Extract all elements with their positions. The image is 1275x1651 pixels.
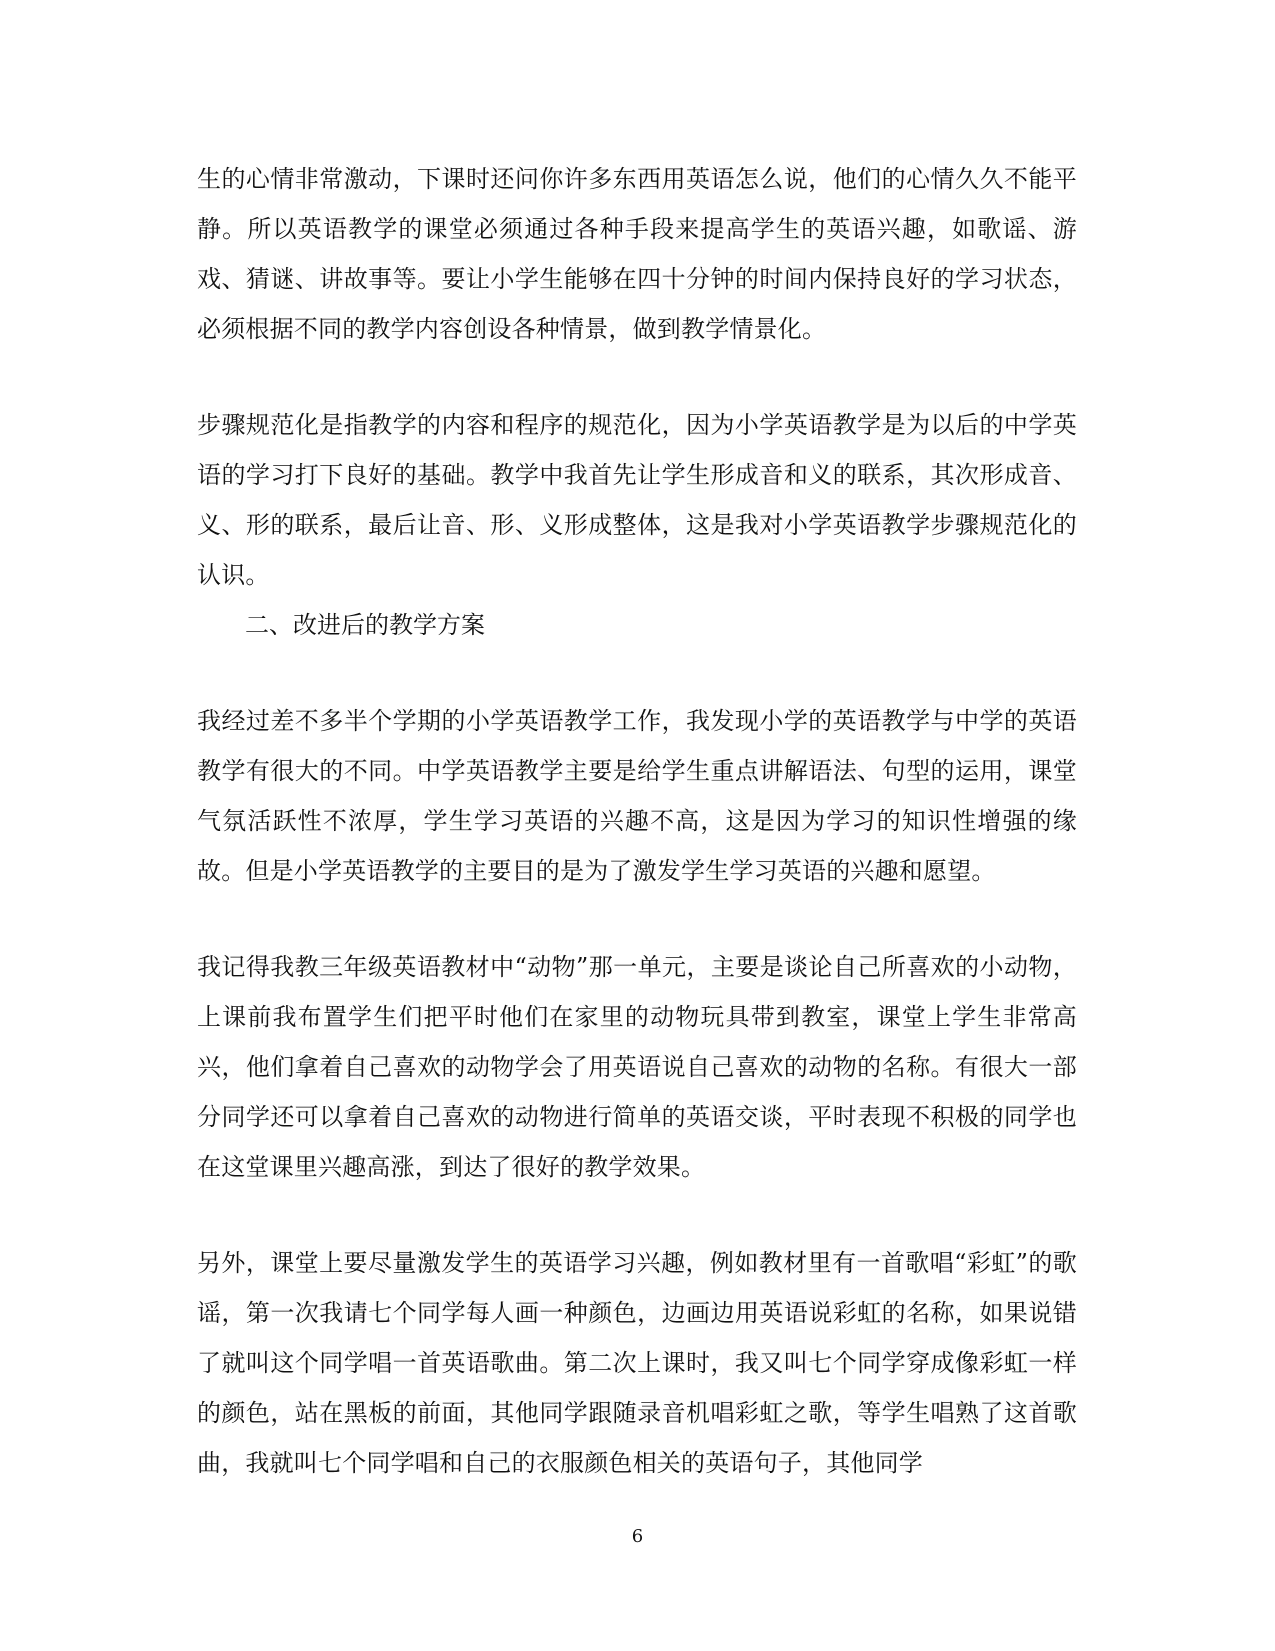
paragraph-4: 我记得我教三年级英语教材中“动物”那一单元，主要是谈论自己所喜欢的小动物，上课前我布置学生们把平时他们在家里的动物玩具带到教室，课堂上学生非常高兴，他们拿着自己喜欢的动物学会了用英语说自己喜欢的动物的名称。有很大一部分同学还可以拿着自己喜欢的动物进行简单的英语交谈，平时表现不积极的同学也在这堂课里兴趣高涨，到达了很好的教学效果。 (197, 953, 1077, 1181)
paragraph-2: 步骤规范化是指教学的内容和程序的规范化，因为小学英语教学是为以后的中学英语的学习打下良好的基础。教学中我首先让学生形成音和义的联系，其次形成音、义、形的联系，最后让音、形、义形成整体，这是我对小学英语教学步骤规范化的认识。 (197, 411, 1077, 589)
paragraph-3: 我经过差不多半个学期的小学英语教学工作，我发现小学的英语教学与中学的英语教学有很大的不同。中学英语教学主要是给学生重点讲解语法、句型的运用，课堂气氛活跃性不浓厚，学生学习英语的兴趣不高，这是因为学习的知识性增强的缘故。但是小学英语教学的主要目的是为了激发学生学习英语的兴趣和愿望。 (197, 707, 1077, 885)
paragraph-5: 另外，课堂上要尽量激发学生的英语学习兴趣，例如教材里有一首歌唱“彩虹”的歌谣，第一次我请七个同学每人画一种颜色，边画边用英语说彩虹的名称，如果说错了就叫这个同学唱一首英语歌曲。第二次上课时，我又叫七个同学穿成像彩虹一样的颜色，站在黑板的前面，其他同学跟随录音机唱彩虹之歌，等学生唱熟了这首歌曲，我就叫七个同学唱和自己的衣服颜色相关的英语句子，其他同学 (197, 1249, 1077, 1477)
page-body (197, 154, 1077, 1488)
section-heading: 二、改进后的教学方案 (245, 611, 485, 639)
paragraph-1: 生的心情非常激动，下课时还问你许多东西用英语怎么说，他们的心情久久不能平静。所以英语教学的课堂必须通过各种手段来提高学生的英语兴趣，如歌谣、游戏、猜谜、讲故事等。要让小学生能够在四十分钟的时间内保持良好的学习状态，必须根据不同的教学内容创设各种情景，做到教学情景化。 (197, 165, 1077, 343)
page-number: 6 (631, 1526, 644, 1547)
